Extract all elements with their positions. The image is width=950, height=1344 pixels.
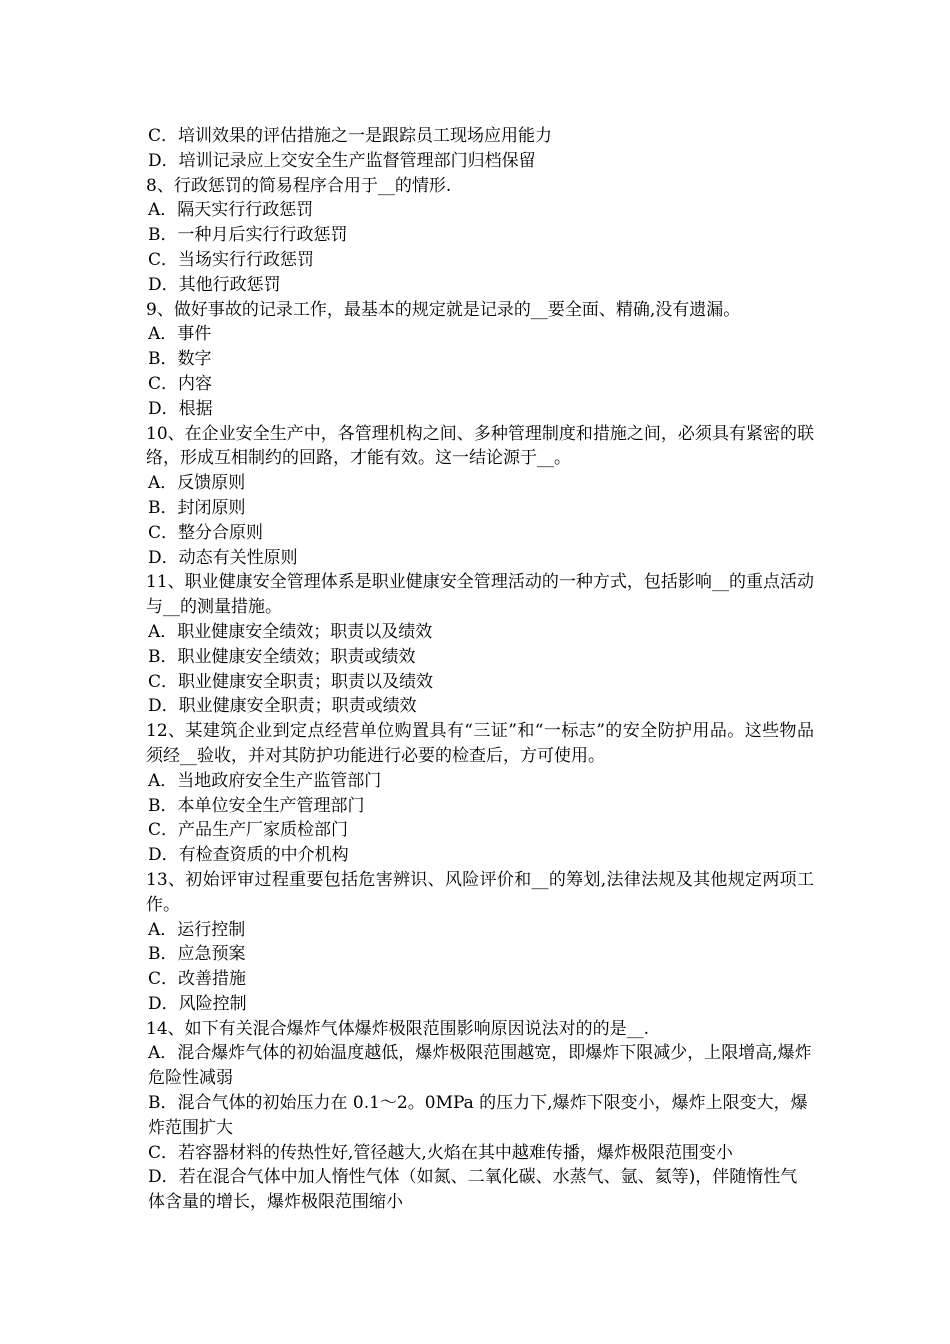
question-13: 13、初始评审过程重要包括危害辨识、风险评价和__的筹划,法律法规及其他规定两项工作。	[146, 869, 814, 915]
question-11-option-b: B．职业健康安全绩效；职责或绩效	[148, 646, 416, 667]
question-9-option-b: B．数字	[148, 349, 212, 370]
question-13-option-b: B．应急预案	[148, 944, 246, 965]
question-8-option-d: D．其他行政惩罚	[148, 274, 281, 295]
question-11-option-a: A．职业健康安全绩效；职责以及绩效	[148, 621, 433, 642]
question-10-option-b: B．封闭原则	[148, 497, 246, 518]
question-11: 11、职业健康安全管理体系是职业健康安全管理活动的一种方式，包括影响__的重点活动与__的测量措施。	[146, 572, 814, 618]
question-13-option-c: C．改善措施	[148, 969, 247, 990]
question-10-option-d: D．动态有关性原则	[148, 547, 298, 568]
document-page	[146, 124, 814, 1215]
question-10-option-a: A．反馈原则	[148, 473, 246, 494]
option-d-training-records: D．培训记录应上交安全生产监督管理部门归档保留	[148, 150, 536, 171]
question-14-option-c: C．若容器材料的传热性好,管径越大,火焰在其中越难传播，爆炸极限范围变小	[148, 1142, 733, 1163]
question-13-option-d: D．风险控制	[148, 993, 247, 1014]
question-12-option-d: D．有检查资质的中介机构	[148, 845, 349, 866]
question-8-option-a: A．隔天实行行政惩罚	[148, 200, 314, 221]
question-10-option-c: C．整分合原则	[148, 522, 264, 543]
question-8-option-c: C．当场实行行政惩罚	[148, 249, 315, 270]
question-14: 14、如下有关混合爆炸气体爆炸极限范围影响原因说法对的的是__.	[146, 1018, 650, 1039]
question-12-option-c: C．产品生产厂家质检部门	[148, 820, 349, 841]
question-10: 10、在企业安全生产中，各管理机构之间、多种管理制度和措施之间，必须具有紧密的联络，形成互相制约的回路，才能有效。这一结论源于__。	[146, 423, 814, 469]
question-9-option-d: D．根据	[148, 398, 213, 419]
question-13-option-a: A．运行控制	[148, 919, 246, 940]
question-12-option-b: B．本单位安全生产管理部门	[148, 795, 365, 816]
question-8-option-b: B．一种月后实行行政惩罚	[148, 225, 348, 246]
question-9: 9、做好事故的记录工作，最基本的规定就是记录的__要全面、精确,没有遗漏。	[146, 299, 741, 320]
question-9-option-c: C．内容	[148, 373, 213, 394]
question-11-option-c: C．职业健康安全职责；职责以及绩效	[148, 671, 434, 692]
question-9-option-a: A．事件	[148, 324, 212, 345]
option-c-training-evaluation: C．培训效果的评估措施之一是跟踪员工现场应用能力	[148, 126, 553, 146]
question-11-option-d: D．职业健康安全职责；职责或绩效	[148, 696, 417, 717]
question-12-option-a: A．当地政府安全生产监管部门	[148, 770, 382, 791]
question-8: 8、行政惩罚的简易程序合用于__的情形.	[146, 175, 452, 196]
question-12: 12、某建筑企业到定点经营单位购置具有“三证”和“一标志”的安全防护用品。这些物品须经__验收，并对其防护功能进行必要的检查后，方可使用。	[146, 721, 814, 766]
question-14-option-b: B．混合气体的初始压力在 0.1～2。0MPa 的压力下,爆炸下限变小，爆炸上限变大，爆炸范围扩大	[148, 1093, 808, 1138]
question-14-option-a: A．混合爆炸气体的初始温度越低，爆炸极限范围越宽，即爆炸下限减少，上限增高,爆炸危险性减弱	[148, 1043, 812, 1089]
question-14-option-d: D．若在混合气体中加人惰性气体（如氮、二氧化碳、水蒸气、氩、氦等)，伴随惰性气体含量的增长，爆炸极限范围缩小	[148, 1167, 798, 1213]
